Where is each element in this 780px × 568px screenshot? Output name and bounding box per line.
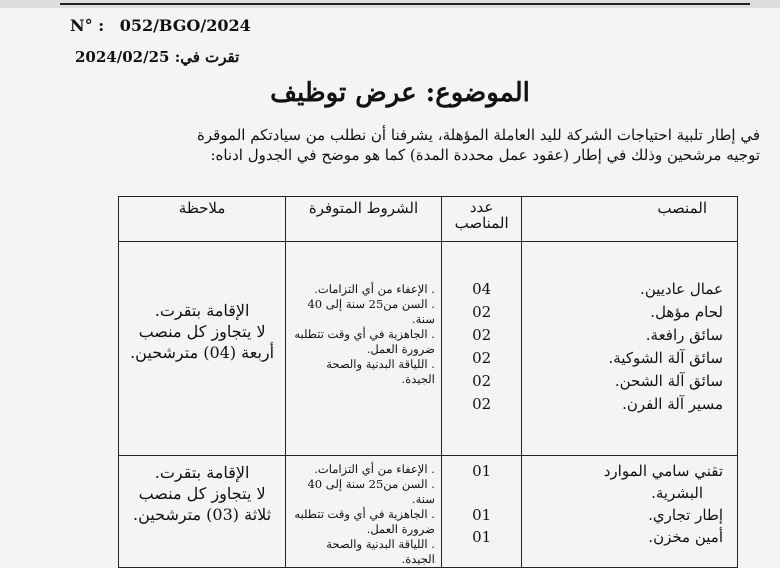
header-count-line: المناصب: [454, 214, 509, 232]
header-rule: [60, 3, 750, 5]
note-cell: [119, 242, 286, 456]
header-count-line: عدد: [469, 198, 494, 216]
reference-label: N° :: [70, 16, 105, 35]
intro-paragraph: [70, 125, 760, 165]
post-item: أمين مخزن.: [648, 528, 723, 546]
post-item: لحام مؤهل.: [650, 303, 723, 321]
header-conditions: الشروط المتوفرة: [286, 197, 442, 242]
header-note: ملاحظة: [119, 197, 286, 242]
count-item: 01: [472, 462, 492, 480]
count-item: 01: [472, 506, 492, 524]
note-line: لا يتجاوز كل منصب: [138, 322, 266, 341]
issue-date: [75, 48, 239, 66]
reference-number: [70, 16, 251, 35]
post-item: عمال عاديين.: [640, 280, 723, 298]
table-header-row: [119, 197, 738, 242]
post-item: سائق آلة الشوكية.: [608, 349, 723, 367]
post-item: البشرية.: [651, 484, 703, 502]
count-item: 01: [472, 528, 492, 546]
condition-line: . الإعفاء من أي التزامات.: [314, 462, 435, 476]
table-row: [119, 242, 738, 456]
note-line: الإقامة بتقرت.: [154, 301, 250, 320]
count-item: 02: [472, 349, 492, 367]
note-cell: [119, 456, 286, 568]
condition-line: . اللياقة البدنية والصحة الجيدة.: [326, 537, 435, 566]
count-item: 02: [472, 303, 492, 321]
post-item: سائق رافعة.: [645, 326, 723, 344]
note-line: لا يتجاوز كل منصب: [138, 484, 266, 503]
count-item: [446, 482, 518, 504]
post-item: سائق آلة الشحن.: [614, 372, 723, 390]
condition-line: . اللياقة البدنية والصحة الجيدة.: [326, 357, 435, 386]
note-line: الإقامة بتقرت.: [154, 463, 250, 482]
date-value: 2024/02/25: [75, 48, 170, 66]
post-item: إطار تجاري.: [648, 506, 723, 524]
header-count: [441, 197, 522, 242]
condition-line: ضرورة العمل.: [366, 342, 435, 356]
condition-line: . الإعفاء من أي التزامات.: [314, 282, 435, 296]
reference-value: 052/BGO/2024: [119, 16, 251, 35]
counts-cell: [441, 242, 522, 456]
condition-line: . السن من25 سنة إلى 40 سنة.: [307, 297, 435, 326]
count-item: 02: [472, 372, 492, 390]
intro-line: في إطار تلبية احتياجات الشركة لليد العاملة المؤهلة، يشرفنا أن نطلب من سيادتكم الموقرة: [196, 126, 760, 144]
condition-line: . الجاهزية في أي وقت تتطلبه: [294, 507, 435, 521]
subject-title: الموضوع: عرض توظيف: [270, 78, 530, 108]
header-post: المنصب: [522, 197, 738, 242]
count-item: 02: [472, 395, 492, 413]
date-label: تقرت في:: [174, 48, 240, 66]
count-item: 04: [472, 280, 492, 298]
post-item: تقني سامي الموارد: [603, 462, 723, 480]
conditions-cell: [286, 456, 442, 568]
condition-line: ضرورة العمل.: [366, 522, 435, 536]
posts-cell: [522, 456, 738, 568]
conditions-cell: [286, 242, 442, 456]
condition-line: . السن من25 سنة إلى 40 سنة.: [307, 477, 435, 506]
condition-line: . الجاهزية في أي وقت تتطلبه: [294, 327, 435, 341]
intro-line: توجيه مرشحين وذلك في إطار (عقود عمل محددة المدة) كما هو موضح في الجدول ادناه:: [210, 146, 760, 164]
note-line: ثلاثة (03) مترشحين.: [133, 505, 272, 524]
post-item: مسير آلة الفرن.: [622, 395, 723, 413]
note-line: أربعة (04) مترشحين.: [130, 343, 275, 362]
job-offers-table: [118, 196, 738, 568]
counts-cell: [441, 456, 522, 568]
table-row: [119, 456, 738, 568]
count-item: 02: [472, 326, 492, 344]
posts-cell: [522, 242, 738, 456]
